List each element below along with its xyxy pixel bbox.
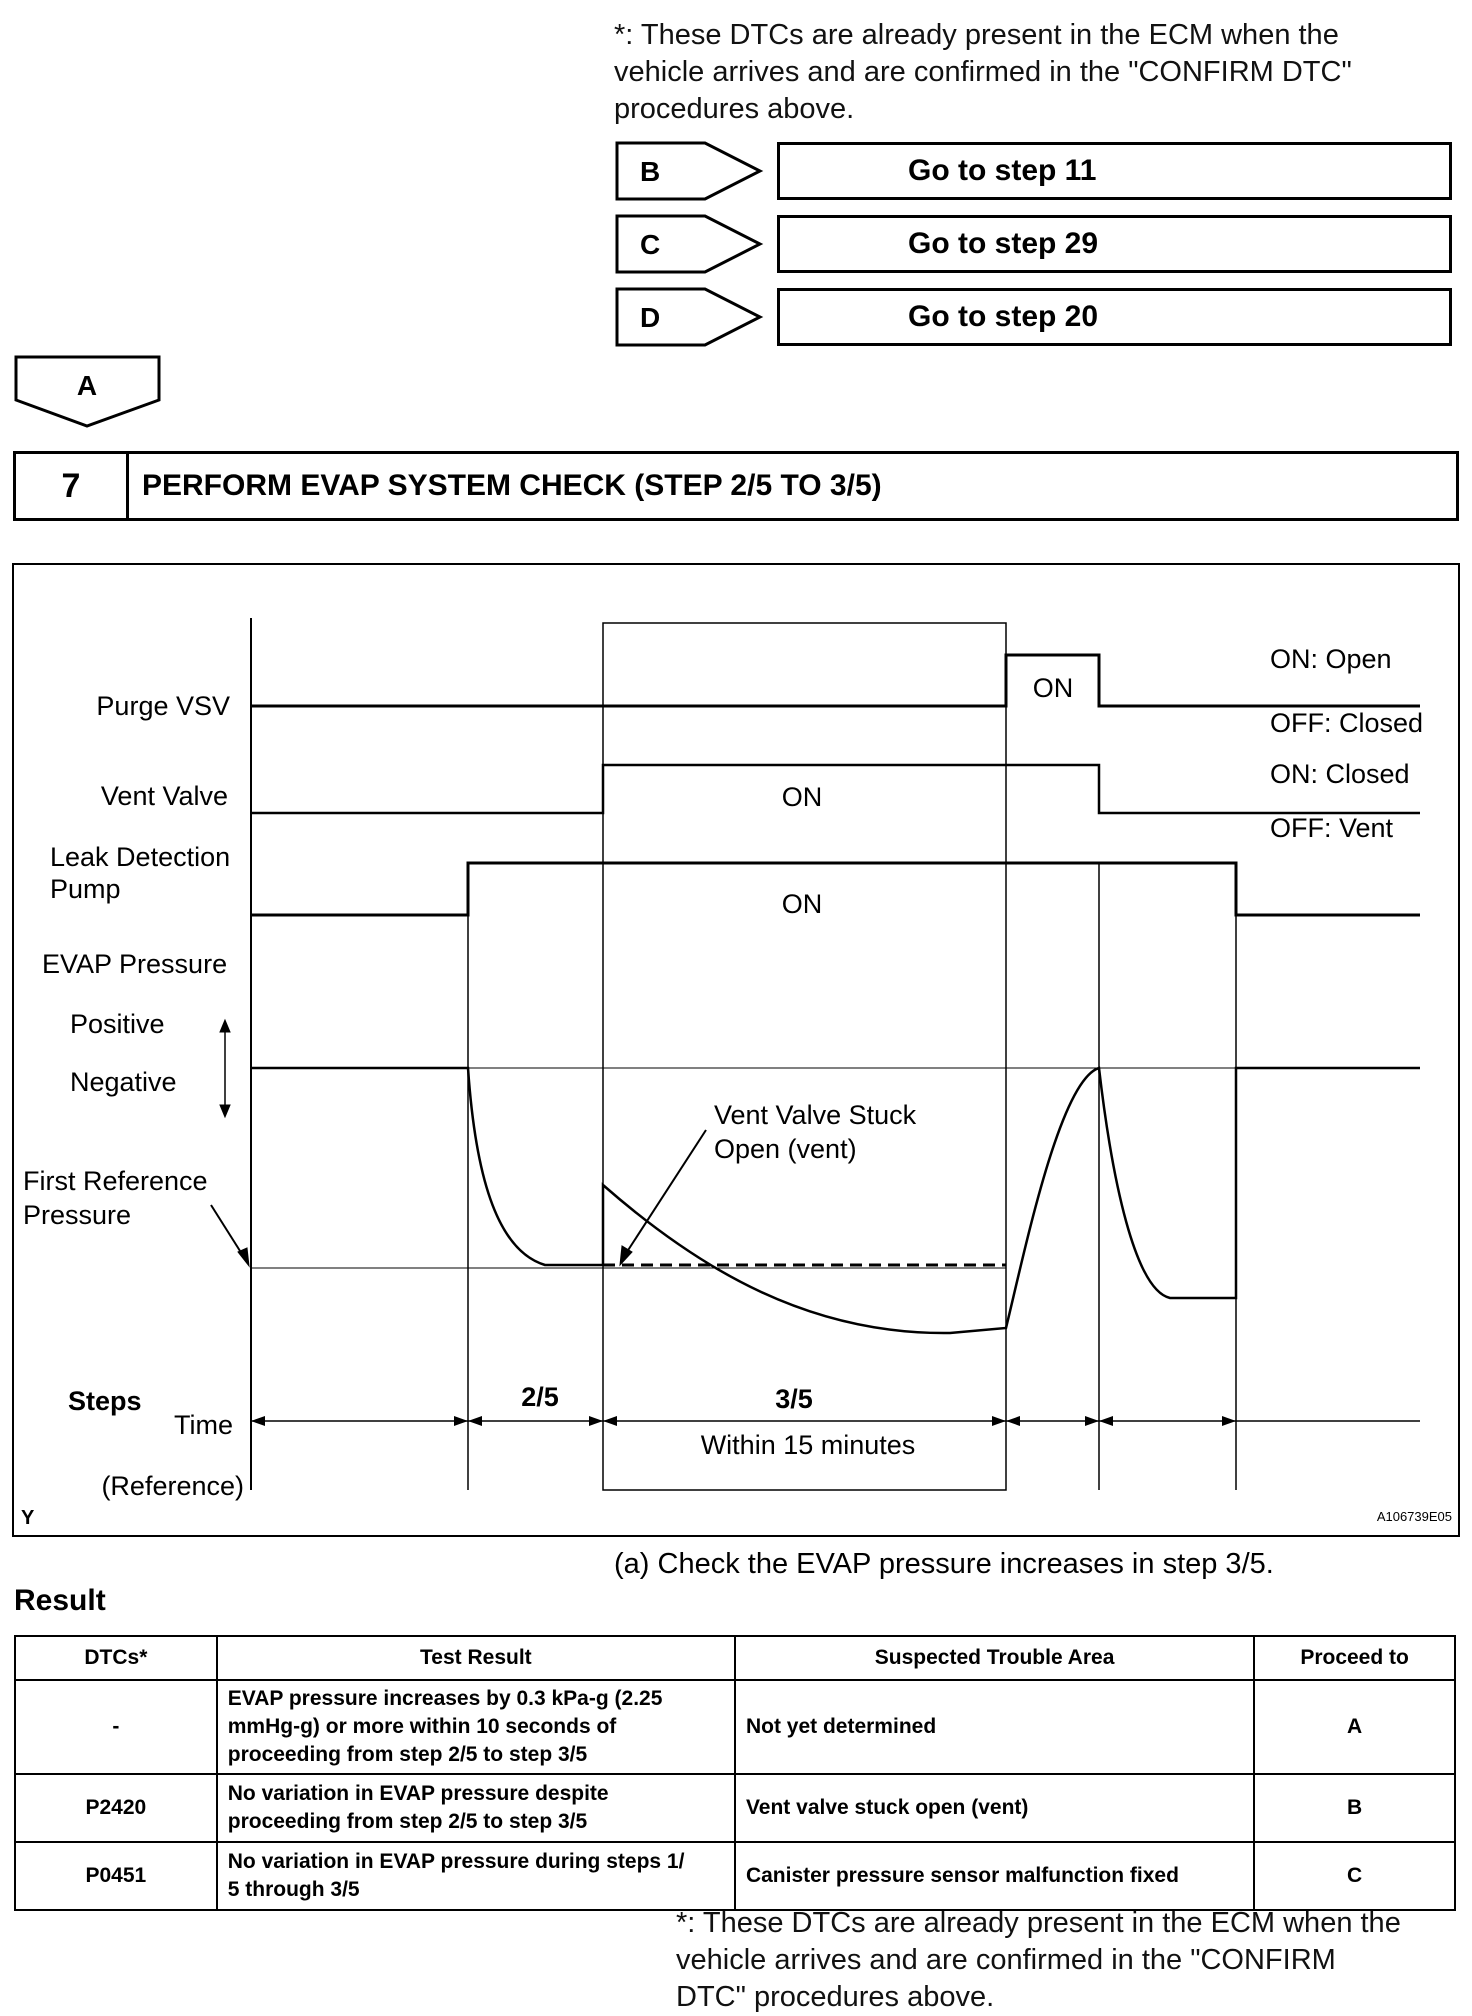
label-corner-y: Y — [21, 1507, 35, 1529]
test-result-cell — [217, 1774, 735, 1842]
branch-arrow-d — [617, 289, 760, 345]
test-result-line: EVAP pressure increases by 0.3 kPa-g (2.25 — [227, 1687, 663, 1710]
top-note-line: *: These DTCs are already present in the ECM when the — [614, 19, 1339, 51]
label-positive: Positive — [70, 1009, 165, 1039]
col-header-trouble-area: Suspected Trouble Area — [735, 1636, 1254, 1680]
test-result-cell — [217, 1680, 735, 1774]
step-title: PERFORM EVAP SYSTEM CHECK (STEP 2/5 TO 3/5) — [142, 469, 882, 502]
step-number: 7 — [16, 454, 129, 518]
label-negative: Negative — [70, 1067, 177, 1097]
table-header-row — [15, 1636, 1455, 1680]
dtc-cell: - — [15, 1680, 217, 1774]
annotation-pointer — [623, 1130, 706, 1258]
goto-text-c: Go to step 29 — [908, 227, 1099, 260]
on-label-purge: ON — [1032, 673, 1074, 703]
bottom-note-line: vehicle arrives and are confirmed in the "CONFIRM — [676, 1944, 1336, 1976]
dtc-cell: P0451 — [15, 1842, 217, 1910]
label-reference: (Reference) — [101, 1471, 244, 1501]
test-result-line: No variation in EVAP pressure despite — [227, 1782, 609, 1805]
step-header — [13, 451, 1459, 521]
branch-arrow-c — [617, 216, 760, 272]
branch-letter-d: D — [640, 302, 661, 333]
bottom-note-line: *: These DTCs are already present in the ECM when the — [676, 1907, 1401, 1939]
test-result-cell — [217, 1842, 735, 1910]
state-off-vent: OFF: Vent — [1270, 813, 1394, 843]
col-header-test-result: Test Result — [217, 1636, 735, 1680]
trouble-area-cell: Canister pressure sensor malfunction fixed — [735, 1842, 1254, 1910]
result-table — [14, 1635, 1456, 1911]
test-result-line: No variation in EVAP pressure during steps 1/ — [227, 1850, 685, 1873]
annotation-line-1: Vent Valve Stuck — [714, 1100, 917, 1130]
goto-text-d: Go to step 20 — [908, 300, 1099, 333]
label-leak-pump-2: Pump — [50, 874, 121, 904]
continue-letter: A — [76, 370, 98, 401]
table-row — [15, 1842, 1455, 1910]
label-steps: Steps — [68, 1386, 142, 1416]
trouble-area-cell: Vent valve stuck open (vent) — [735, 1774, 1254, 1842]
table-row — [15, 1680, 1455, 1774]
branch-arrow-b — [617, 143, 760, 199]
goto-text-b: Go to step 11 — [908, 154, 1097, 187]
annotation-line-2: Open (vent) — [714, 1134, 857, 1164]
state-off-closed: OFF: Closed — [1270, 708, 1424, 738]
test-result-line: mmHg-g) or more within 10 seconds of — [227, 1715, 617, 1738]
label-first-ref-2: Pressure — [23, 1200, 132, 1230]
top-note-line: procedures above. — [614, 93, 855, 125]
on-label-vent: ON — [781, 782, 823, 812]
pump-line — [251, 863, 1420, 915]
goto-box-b — [777, 142, 1452, 200]
purge-vsv-line — [251, 655, 1420, 706]
label-first-ref-1: First Reference — [23, 1166, 208, 1196]
col-header-proceed: Proceed to — [1254, 1636, 1455, 1680]
timing-lines — [211, 618, 1420, 1490]
state-on-open: ON: Open — [1270, 644, 1392, 674]
dtc-cell: P2420 — [15, 1774, 217, 1842]
diagram-labels — [21, 644, 1452, 1529]
label-time: Time — [174, 1410, 233, 1440]
branch-letter-b: B — [640, 156, 661, 187]
proceed-cell: A — [1254, 1680, 1455, 1774]
branch-letter-c: C — [640, 229, 661, 260]
bottom-note-line: DTC" procedures above. — [676, 1981, 995, 2013]
trouble-area-cell: Not yet determined — [735, 1680, 1254, 1774]
top-note-line: vehicle arrives and are confirmed in the "CONFIRM DTC" — [614, 56, 1352, 88]
check-instruction: (a) Check the EVAP pressure increases in step 3/5. — [614, 1548, 1274, 1580]
goto-box-d — [777, 288, 1452, 346]
label-leak-pump-1: Leak Detection — [50, 842, 231, 872]
figure-id: A106739E05 — [1376, 1509, 1452, 1524]
annotation-arrowhead — [620, 1246, 632, 1265]
proceed-cell: B — [1254, 1774, 1455, 1842]
result-heading: Result — [14, 1584, 106, 1617]
step-3-5-box — [603, 623, 1006, 1490]
test-result-line: 5 through 3/5 — [227, 1878, 360, 1901]
label-evap-pressure: EVAP Pressure — [42, 949, 228, 979]
goto-box-c — [777, 215, 1452, 273]
vent-valve-line — [251, 765, 1420, 813]
table-row — [15, 1774, 1455, 1842]
label-vent-valve: Vent Valve — [100, 781, 228, 811]
label-purge-vsv: Purge VSV — [96, 691, 230, 721]
col-header-dtcs: DTCs* — [15, 1636, 217, 1680]
test-result-line: proceeding from step 2/5 to step 3/5 — [227, 1810, 588, 1833]
duration-label: Within 15 minutes — [700, 1430, 916, 1460]
bottom-note — [676, 1905, 1401, 2016]
on-label-pump: ON — [781, 889, 823, 919]
state-on-closed: ON: Closed — [1270, 759, 1410, 789]
proceed-cell: C — [1254, 1842, 1455, 1910]
step-label-3-5: 3/5 — [775, 1384, 813, 1414]
step-label-2-5: 2/5 — [521, 1382, 559, 1412]
continue-arrow-a — [16, 357, 159, 426]
test-result-line: proceeding from step 2/5 to step 3/5 — [227, 1743, 588, 1766]
